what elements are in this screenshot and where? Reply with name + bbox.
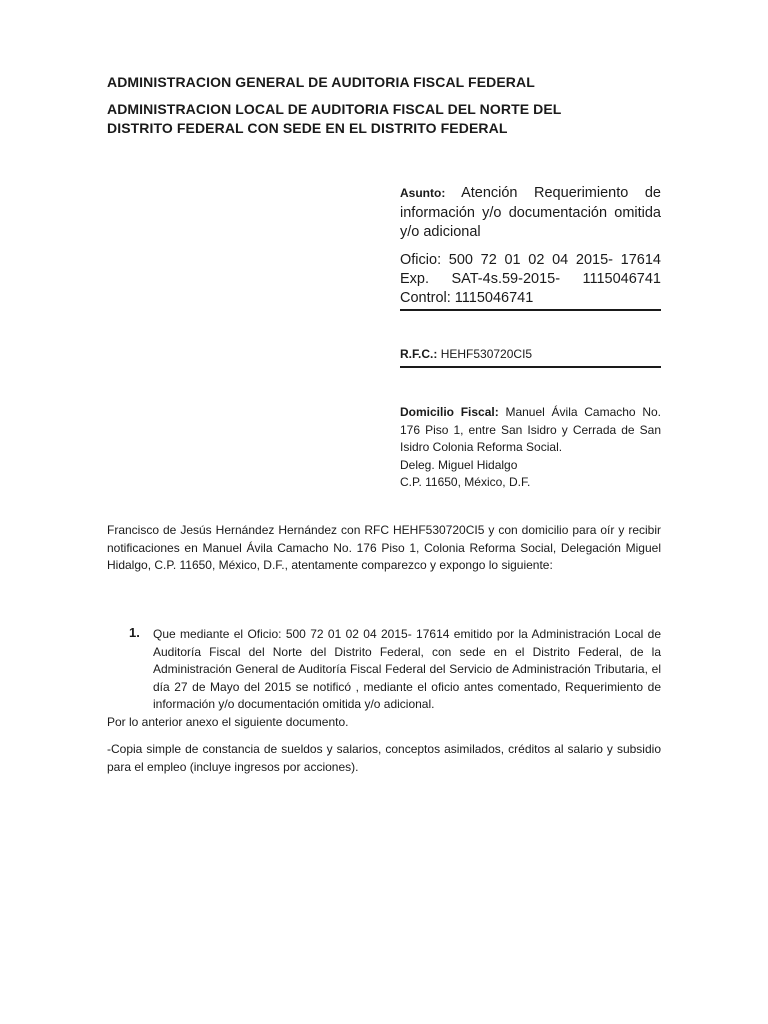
divider-line bbox=[400, 366, 661, 368]
asunto-text: Atención Requerimiento de información y/o documentación omitida y/o adicional bbox=[400, 185, 661, 240]
domicilio-block bbox=[400, 404, 661, 492]
heading-administracion-general: ADMINISTRACION GENERAL DE AUDITORIA FISCAL FEDERAL bbox=[107, 74, 535, 90]
domicilio-label: Domicilio Fiscal: bbox=[400, 405, 499, 419]
expediente-number: Exp. SAT-4s.59-2015- 1115046741 bbox=[400, 271, 661, 287]
oficio-block bbox=[400, 251, 661, 308]
domicilio-cp: C.P. 11650, México, D.F. bbox=[400, 475, 531, 489]
divider-line bbox=[400, 309, 661, 311]
rfc-value: HEHF530720CI5 bbox=[440, 347, 533, 361]
rfc-label: R.F.C.: bbox=[400, 347, 438, 361]
asunto-block bbox=[400, 184, 661, 243]
rfc-block bbox=[400, 346, 661, 362]
item-text: Que mediante el Oficio: 500 72 01 02 04 2015- 17614 emitido por la Administración Local de Auditoría Fiscal del Norte del Distrito Federal, con sede en el Distrito Federal, de la Administración General de Auditoría Fiscal Federal del Servicio de Administración Tributaria, el día 27 de Mayo del 2015 se notificó , mediante el oficio antes comentado, Requerimiento de información y/o documentación omitida y/o adicional. bbox=[153, 627, 661, 711]
asunto-label: Asunto: bbox=[400, 186, 446, 200]
control-number: Control: 1115046741 bbox=[400, 290, 534, 306]
domicilio-delegacion: Deleg. Miguel Hidalgo bbox=[400, 457, 518, 472]
anexo-paragraph: Por lo anterior anexo el siguiente documento. bbox=[107, 715, 349, 729]
heading-administracion-local: ADMINISTRACION LOCAL DE AUDITORIA FISCAL DEL NORTE DEL DISTRITO FEDERAL CON SEDE EN EL DISTRITO FEDERAL bbox=[107, 101, 562, 136]
oficio-number: Oficio: 500 72 01 02 04 2015- 17614 bbox=[400, 252, 661, 268]
copia-paragraph: -Copia simple de constancia de sueldos y salarios, conceptos asimilados, créditos al salario y subsidio para el empleo (incluye ingresos por acciones). bbox=[107, 742, 661, 774]
domicilio-address: Manuel Ávila Camacho No. 176 Piso 1, entre San Isidro y Cerrada de San Isidro Colonia Reforma Social. bbox=[400, 405, 661, 454]
item-number: 1. bbox=[129, 625, 140, 640]
intro-paragraph: Francisco de Jesús Hernández Hernández con RFC HEHF530720CI5 y con domicilio para oír y recibir notificaciones en Manuel Ávila Camacho No. 176 Piso 1, Colonia Reforma Social, Delegación Miguel Hidalgo, C.P. 11650, México, D.F., atentamente comparezco y expongo lo siguiente: bbox=[107, 523, 661, 572]
